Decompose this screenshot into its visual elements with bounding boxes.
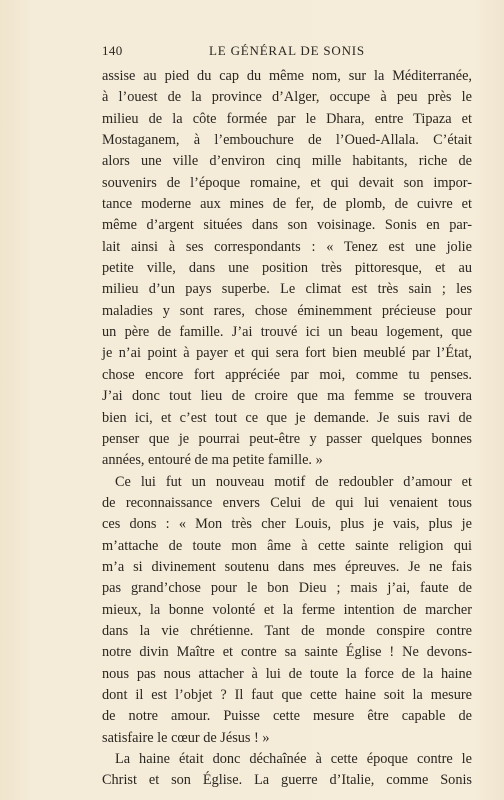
text-line: J’ai donc tout lieu de croire que ma femme se trouvera	[102, 388, 472, 405]
text-line: alors une ville d’environ cinq mille habitants, riche de	[102, 153, 472, 170]
text-line: m’attache de toute mon âme à cette sainte religion qui	[102, 537, 472, 554]
text-line: Ce lui fut un nouveau motif de redoubler d’amour et	[115, 473, 472, 490]
text-line: milieu de la côte formée par le Dhara, entre Tipaza et	[102, 110, 472, 127]
paragraph	[102, 749, 472, 792]
text-line: de reconnaissance envers Celui de qui lui venaient tous	[102, 494, 472, 511]
text-line: mieux, la bonne volonté et la ferme intention de marcher	[102, 601, 472, 618]
text-line: à l’ouest de la province d’Alger, occupe à peu près le	[102, 89, 472, 106]
text-line: années, entouré de ma petite famille. »	[102, 452, 323, 469]
text-line: de notre amour. Puisse cette mesure être capable de	[102, 708, 472, 725]
text-line: souvenirs de l’époque romaine, et qui devait son impor-	[102, 174, 472, 191]
text-line: bien ici, et c’est tout ce que je demande. Je suis ravi de	[102, 409, 472, 426]
text-line: milieu d’un pays superbe. Le climat est très sain ; les	[102, 281, 472, 298]
page-header	[102, 43, 472, 63]
paragraph	[102, 66, 472, 472]
text-line: un père de famille. J’ai trouvé ici un beau logement, que	[102, 324, 472, 341]
text-line: La haine était donc déchaînée à cette époque contre le	[115, 751, 472, 767]
text-line: pas grand’chose pour le bon Dieu ; mais j’ai, faute de	[102, 580, 472, 597]
text-line: Mostaganem, à l’embouchure de l’Oued-Allala. C’était	[102, 132, 472, 149]
text-line: penser que je pourrai peut-être y passer quelques bonnes	[102, 430, 472, 447]
text-line: m’a si divinement soutenu dans mes épreuves. Je ne fais	[102, 558, 472, 575]
text-line: assise au pied du cap du même nom, sur la Méditerranée,	[102, 68, 472, 84]
text-line: ces dons : « Mon très cher Louis, plus je vais, plus je	[102, 516, 472, 533]
text-line: notre divin Maître et contre sa sainte Église ! Ne devons-	[102, 644, 472, 661]
text-line: je n’ai point à payer et qui sera fort bien meublé par l’État,	[102, 345, 472, 362]
body-text	[102, 66, 472, 792]
text-line: Christ et son Église. La guerre d’Italie, comme Sonis	[102, 772, 472, 789]
text-line: dont il est l’objet ? Il faut que cette haine soit la mesure	[102, 686, 472, 703]
text-line: lait ainsi à ses correspondants : « Tenez est une jolie	[102, 238, 472, 255]
page-number: 140	[102, 43, 123, 58]
text-line: maladies y sont rares, chose éminemment précieuse pour	[102, 302, 472, 319]
text-line: dans la vie chrétienne. Tant de monde conspire contre	[102, 622, 472, 639]
running-title: LE GÉNÉRAL DE SONIS	[209, 43, 365, 58]
paragraph	[102, 472, 472, 749]
text-line: chose encore fort appréciée par moi, comme tu penses.	[102, 366, 472, 383]
text-line: nous pas nous attacher à lui de toute la force de la haine	[102, 665, 472, 682]
text-line: satisfaire le cœur de Jésus ! »	[102, 729, 270, 746]
text-line: petite ville, dans une position très pittoresque, et au	[102, 260, 472, 277]
text-line: même d’argent situées dans son voisinage. Sonis en par-	[102, 217, 472, 234]
text-line: tance moderne aux mines de fer, de plomb, de cuivre et	[102, 196, 472, 213]
